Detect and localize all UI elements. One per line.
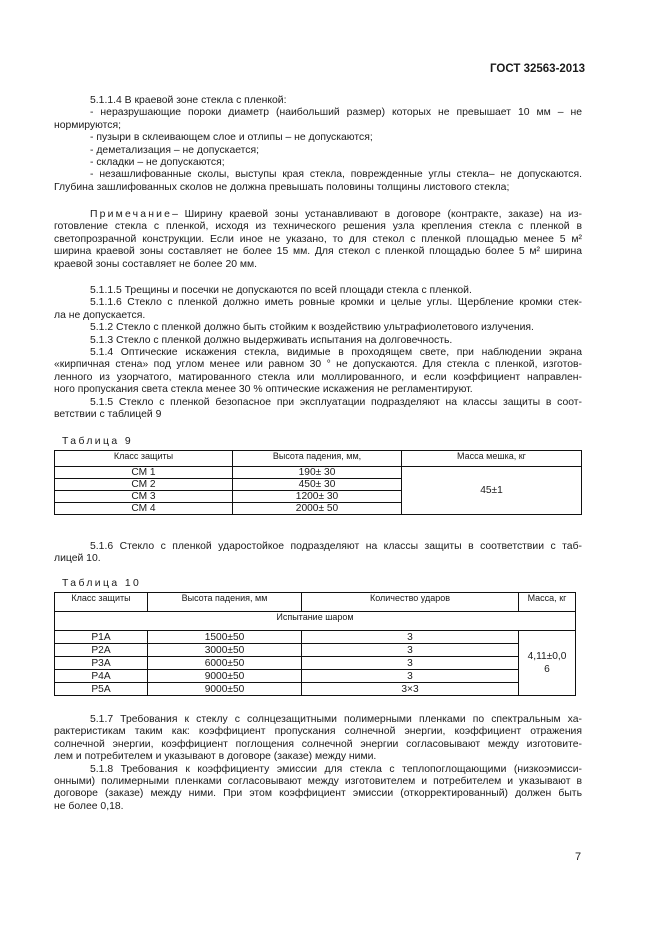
standard-header: ГОСТ 32563-2013 [490,63,585,75]
table-cell: 3 [302,657,519,670]
text-line: 5.1.1.4 В краевой зоне стекла с пленкой: [90,95,287,106]
text-line: - деметализация – не допускается; [90,144,260,156]
table-row [55,670,576,683]
text-line: - складки – не допускаются; [90,156,225,168]
text-line: - неразрушающие пороки диаметр (наибольший размер) которых не превышает 10 мм – не [90,107,582,119]
text-line: 5.1.4 Оптические искажения стекла, видимые в проходящем свете, при наблюдении экрана [90,346,582,358]
text-line: 5.1.5 Стекло с пленкой безопасное при эксплуатации подразделяют на классы защиты в соот- [90,396,582,408]
section-5-1-6 [54,541,582,566]
table-header: Класс защиты [55,593,148,612]
text-line: ного пропускания света стекла менее 30 % оптические искажения не регламентируют. [54,384,473,396]
table-header: Класс защиты [55,451,233,467]
table-cell: 3×3 [302,683,519,696]
text-line: не более 0,18. [54,800,124,812]
mass-cell: 45±1 [402,467,582,515]
text-line: 5.1.1.6 Стекло с пленкой должно иметь ровные кромки и целые углы. Щербление кромки стек- [90,297,582,309]
table-header: Количество ударов [302,593,519,612]
text-line: светопрозрачной конструкции. Если иное не указано, то для стекол с пленкой площадью менее 5 м² [54,233,582,245]
text-line: готовление стекла с пленкой, исходя из технического решения узла крепления стекла с пленкой в [54,221,582,233]
text-line: 5.1.1.5 Трещины и посечки не допускаются по всей площади стекла с пленкой. [90,285,472,296]
table-9 [54,450,582,515]
table-cell: Р4А [55,670,148,683]
text-line: онными) полимерными пленками согласовывают между изготовителем и потребителем и указывают в [54,775,582,787]
table-cell: 1200± 30 [233,491,402,503]
table-cell: 3 [302,644,519,657]
table-9-caption: Таблица 9 [62,436,134,447]
text-line: нормируются; [54,119,122,131]
text-line: 5.1.7 Требования к стеклу с солнцезащитными полимерными пленками по спектральным ха- [90,714,582,725]
text-line: 5.1.3 Стекло с пленкой должно выдерживать испытания на долговечность. [90,334,453,346]
table-cell: 3 [302,670,519,683]
table-cell: 9000±50 [148,683,302,696]
table-row [55,644,576,657]
text-line: «кирпичная стена» под углом менее или равном 30 ° не допускаются. Для стекла с пленкой, изготов- [54,359,582,371]
table-row [55,631,576,644]
text-line: ла не допускается. [54,309,146,321]
note-paragraph [54,209,582,271]
text-line: 5.1.8 Требования к коэффициенту эмиссии для стекла с теплопоглощающими (низкоэмисси- [90,763,582,775]
mass-cell: 4,11±0,0 6 [519,631,576,696]
table-header: Масса мешка, кг [402,451,582,467]
table-10 [54,592,576,696]
text-line: ветствии с таблицей 9 [54,408,162,420]
table-cell: 1500±50 [148,631,302,644]
table-cell: 190± 30 [233,467,402,479]
table-subheader: Испытание шаром [55,612,576,631]
table-cell: СМ 4 [55,503,233,515]
table-cell: СМ 2 [55,479,233,491]
table-cell: Р2А [55,644,148,657]
table-10-caption: Таблица 10 [62,578,142,589]
table-row [55,467,582,479]
note-label: Примечание [90,209,173,220]
text-line: - незашлифованные сколы, выступы края стекла, поврежденные углы стекла– не допускаются. [90,169,582,181]
section-5-1-1-4 [54,95,582,194]
sections-5-1-1-5-to-5-1-5 [54,285,582,421]
text-line: Глубина зашлифованных сколов не должна превышать половины толщины листового стекла; [54,181,510,193]
table-header: Высота падения, мм [148,593,302,612]
table-cell: Р3А [55,657,148,670]
table-cell: Р1А [55,631,148,644]
table-cell: 9000±50 [148,670,302,683]
table-cell: 450± 30 [233,479,402,491]
table-cell: СМ 3 [55,491,233,503]
text-line: ленного из узорчатого, матированного стекла или моллированного, и если коэффициент направлен- [54,371,582,383]
table-row [55,657,576,670]
text-line: лицей 10. [54,553,101,565]
text-line: 5.1.2 Стекло с пленкой должно быть стойким к воздействию ультрафиолетового излучения. [90,322,534,334]
table-cell: 6000±50 [148,657,302,670]
page-number: 7 [575,851,582,863]
table-cell: 3000±50 [148,644,302,657]
table-header: Масса, кг [519,593,576,612]
sections-5-1-7-5-1-8 [54,714,582,813]
text-line: - пузыри в склеивающем слое и отлипы – не допускаются; [90,132,373,144]
text-line: краевой зоны составляет не более 20 мм. [54,258,258,270]
text-line: лем и потребителем и указывают в договоре (заказе) между ними. [54,751,377,763]
table-header: Высота падения, мм, [233,451,402,467]
text-line: 5.1.6 Стекло с пленкой ударостойкое подразделяют на классы защиты в соответствии с таб- [90,541,582,552]
table-cell: Р5А [55,683,148,696]
table-cell: 3 [302,631,519,644]
table-row [55,683,576,696]
text-line: ширина краевой зоны составляет не более 15 мм. Для стекол с пленкой площадью более 5 м² ширина [54,246,582,258]
text-line: рактеристикам таким как: коэффициент пропускания солнечной энергии, коэффициент отражения [54,726,582,738]
text-line: договоре (заказе) между ними. При этом коэффициент эмиссии (откорректированный) должен быть [54,788,582,800]
text-line: солнечной энергии, коэффициент поглощения солнечной энергии согласовывают между изготовите- [54,738,582,750]
text-line: Примечание– Ширину краевой зоны устанавливают в договоре (контракте, заказе) на из- [90,209,582,220]
table-cell: 2000± 50 [233,503,402,515]
table-cell: СМ 1 [55,467,233,479]
